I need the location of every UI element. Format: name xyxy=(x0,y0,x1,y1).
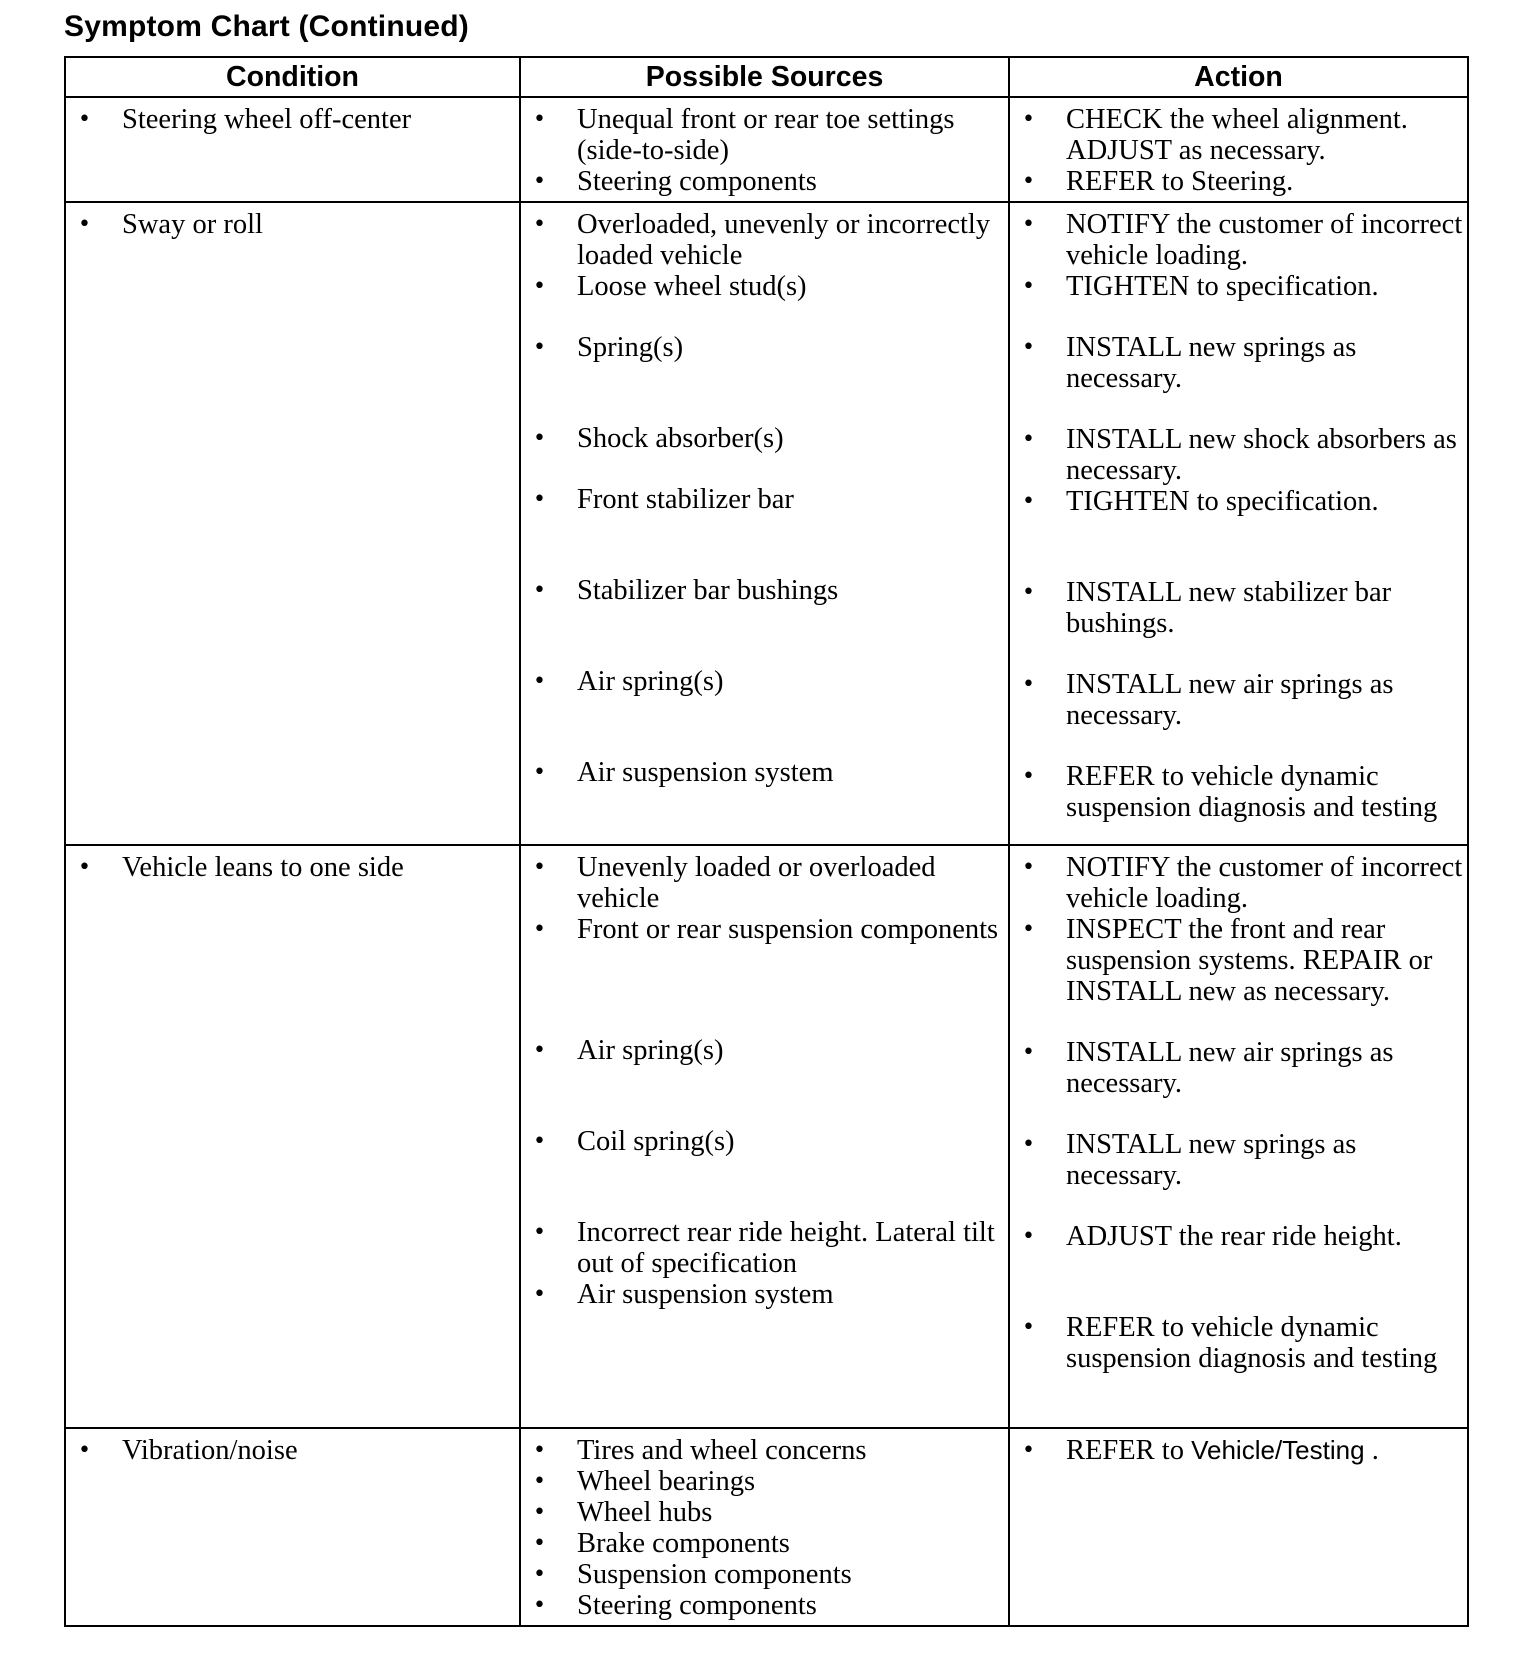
condition-cell xyxy=(65,1428,520,1626)
source-item: • Air spring(s) xyxy=(521,666,1004,697)
condition-item: • Vibration/noise xyxy=(66,1435,515,1466)
condition-item: • Steering wheel off-center xyxy=(66,104,515,135)
action-item: • INSTALL new air springs as necessary. xyxy=(1010,669,1463,731)
source-item: • Incorrect rear ride height. Lateral tilt out of specification xyxy=(521,1217,1004,1279)
action-prefix: REFER to xyxy=(1066,1435,1192,1466)
source-item: • Suspension components xyxy=(521,1559,1004,1590)
header-possible-sources: Possible Sources xyxy=(520,57,1009,97)
action-item: • ADJUST the rear ride height. xyxy=(1010,1221,1463,1252)
source-item: • Wheel hubs xyxy=(521,1497,1004,1528)
source-item: • Shock absorber(s) xyxy=(521,423,1004,454)
action-item: • INSTALL new stabilizer bar bushings. xyxy=(1010,577,1463,639)
action-cell xyxy=(1009,1428,1468,1626)
source-item: • Air suspension system xyxy=(521,757,1004,788)
source-item: • Steering components xyxy=(521,1590,1004,1621)
table-row xyxy=(65,845,1468,1428)
source-item: • Unevenly loaded or overloaded vehicle xyxy=(521,852,1004,914)
action-item: • REFER to vehicle dynamic suspension diagnosis and testing xyxy=(1010,761,1463,823)
action-item: • INSTALL new air springs as necessary. xyxy=(1010,1037,1463,1099)
source-item: • Front or rear suspension components xyxy=(521,914,1004,945)
action-item: • CHECK the wheel alignment. ADJUST as necessary. xyxy=(1010,104,1463,166)
action-item: • NOTIFY the customer of incorrect vehicle loading. xyxy=(1010,209,1463,271)
source-item: • Steering components xyxy=(521,166,1004,197)
action-cell xyxy=(1009,97,1468,202)
source-item: • Air suspension system xyxy=(521,1279,1004,1310)
source-item: • Air spring(s) xyxy=(521,1035,1004,1066)
action-item: • INSTALL new springs as necessary. xyxy=(1010,332,1463,394)
action-item: • REFER to vehicle dynamic suspension diagnosis and testing xyxy=(1010,1312,1463,1374)
condition-cell xyxy=(65,202,520,845)
condition-cell xyxy=(65,97,520,202)
action-cell xyxy=(1009,845,1468,1428)
sources-cell xyxy=(520,202,1009,845)
symptom-chart-table xyxy=(64,56,1469,1627)
header-action: Action xyxy=(1009,57,1468,97)
source-item: • Front stabilizer bar xyxy=(521,484,1004,515)
source-item: • Overloaded, unevenly or incorrectly loaded vehicle xyxy=(521,209,1004,271)
condition-item: • Vehicle leans to one side xyxy=(66,852,515,883)
action-item: • NOTIFY the customer of incorrect vehicle loading. xyxy=(1010,852,1463,914)
header-row xyxy=(65,57,1468,97)
action-item: • TIGHTEN to specification. xyxy=(1010,486,1463,517)
sources-cell xyxy=(520,845,1009,1428)
condition-cell xyxy=(65,845,520,1428)
header-condition: Condition xyxy=(65,57,520,97)
chart-title: Symptom Chart (Continued) xyxy=(64,10,469,43)
action-item: • INSTALL new shock absorbers as necessary. xyxy=(1010,424,1463,486)
action-item: • REFER to Steering. xyxy=(1010,166,1463,197)
source-item: • Unequal front or rear toe settings (side-to-side) xyxy=(521,104,1004,166)
source-item: • Wheel bearings xyxy=(521,1466,1004,1497)
action-cell xyxy=(1009,202,1468,845)
action-item: • TIGHTEN to specification. xyxy=(1010,271,1463,302)
action-suffix: . xyxy=(1364,1435,1379,1466)
source-item: • Loose wheel stud(s) xyxy=(521,271,1004,302)
vehicle-testing-reference: Vehicle/Testing xyxy=(1191,1435,1365,1465)
source-item: • Brake components xyxy=(521,1528,1004,1559)
table-row xyxy=(65,97,1468,202)
source-item: • Coil spring(s) xyxy=(521,1126,1004,1157)
condition-item: • Sway or roll xyxy=(66,209,515,240)
table-row xyxy=(65,202,1468,845)
source-item: • Stabilizer bar bushings xyxy=(521,575,1004,606)
source-item: • Spring(s) xyxy=(521,332,1004,363)
action-item: • INSPECT the front and rear suspension systems. REPAIR or INSTALL new as necessary. xyxy=(1010,914,1463,1007)
sources-cell xyxy=(520,1428,1009,1626)
action-item: • INSTALL new springs as necessary. xyxy=(1010,1129,1463,1191)
source-item: • Tires and wheel concerns xyxy=(521,1435,1004,1466)
sources-cell xyxy=(520,97,1009,202)
table-row xyxy=(65,1428,1468,1626)
action-item xyxy=(1010,1435,1463,1466)
